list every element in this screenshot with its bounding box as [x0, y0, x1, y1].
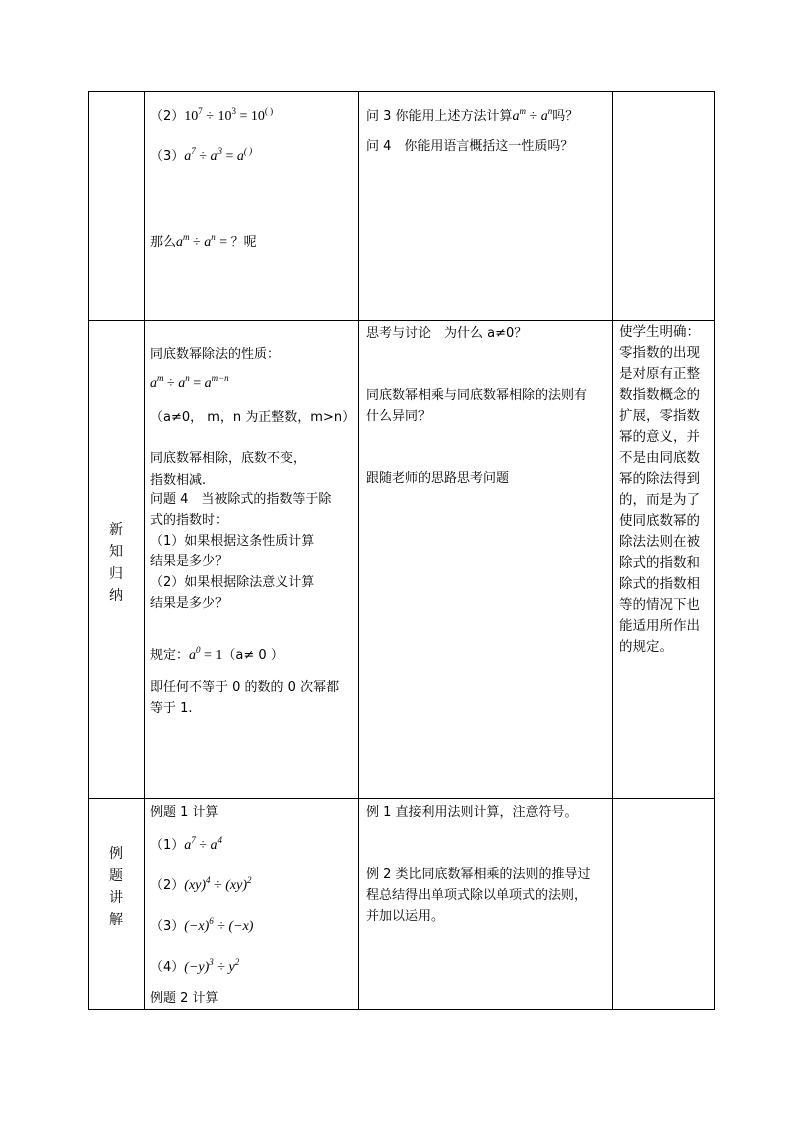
- design-intent-line: 幂的意义，并: [619, 429, 700, 445]
- design-intent-line: 数指数概念的: [619, 387, 700, 403]
- design-intent-line: 除法法则在被: [619, 534, 700, 550]
- example-item-3: $(3)(-x)^6 \div (-x)$: [150, 916, 254, 934]
- rule-line-1: 同底数幂相除，底数不变，: [150, 451, 307, 466]
- label-char: 知: [109, 544, 123, 560]
- table-border-bottom: [88, 1009, 715, 1010]
- rule-prefix: 规定：: [150, 648, 190, 663]
- col-divider-3: [612, 91, 613, 1010]
- property-title: 同底数幂除法的性质：: [150, 347, 281, 362]
- example-1-title: 例题 1 计算: [150, 805, 219, 820]
- example-2-note-line-3: 并加以运用。: [366, 909, 445, 924]
- follow-teacher: 跟随老师的思路思考问题: [366, 471, 510, 486]
- sub-question-1-line-2: 结果是多少？: [150, 554, 229, 569]
- property-formula: $a^m \div a^n = a^{m-n}$: [150, 373, 229, 391]
- row-label-new-knowledge: [102, 519, 130, 607]
- design-intent-line: 能适用所作出: [619, 618, 700, 634]
- question-4-line-2: 式的指数时：: [150, 513, 229, 528]
- question-3-suffix: 吗？: [552, 109, 579, 124]
- label-char: 新: [109, 522, 123, 538]
- rule-line-2: 指数相减.: [150, 473, 207, 488]
- row-divider-1: [88, 320, 715, 321]
- label-char: 纳: [109, 588, 123, 604]
- design-intent-line: 扩展，零指数: [619, 408, 700, 424]
- design-intent-line: 零指数的出现: [619, 345, 700, 361]
- design-intent-line: 使学生明确：: [619, 324, 700, 340]
- zero-exponent-rule: 规定：$a^0 = 1(a\ne 0$ ）: [150, 645, 284, 663]
- design-intent-line: 不是由同底数: [619, 450, 700, 466]
- col-divider-1: [144, 91, 145, 1010]
- explain-line-1: 即任何不等于 0 的数的 0 次幂都: [150, 680, 340, 695]
- item-3-prefix: （3）: [150, 149, 185, 164]
- question-4-line-1: 问题 4 当被除式的指数等于除: [150, 492, 332, 507]
- col-divider-2: [358, 91, 359, 1010]
- example-2-note-line-1: 例 2 类比同底数幂相乘的法则的推导过: [366, 867, 591, 882]
- sub-question-2-line-2: 结果是多少？: [150, 596, 229, 611]
- label-char: 讲: [109, 890, 123, 906]
- example-item-3-prefix: （3）: [150, 919, 185, 934]
- example-2-title: 例题 2 计算: [150, 991, 219, 1006]
- design-intent: [619, 322, 711, 658]
- design-intent-line: 的，而是为了: [619, 492, 700, 508]
- rule-suffix: （a≠ 0 ）: [222, 648, 284, 663]
- design-intent-line: 的规定。: [619, 639, 673, 655]
- example-1-note: 例 1 直接利用法则计算，注意符号。: [366, 805, 578, 820]
- example-item-4-prefix: （4）: [150, 960, 185, 975]
- design-intent-line: 除式的指数和: [619, 555, 700, 571]
- example-item-4: $(4)(-y)^3 \div y^2$: [150, 957, 240, 975]
- question-3: 问 3 你能用上述方法计算$a^m \div a^n$吗？: [366, 106, 579, 124]
- sub-question-1-line-1: （1）如果根据这条性质计算: [150, 534, 315, 549]
- example-2-note-line-2: 程总结得出单项式除以单项式的法则，: [366, 888, 588, 903]
- table-border-right: [714, 91, 715, 1010]
- design-intent-line: 幂的除法得到: [619, 471, 700, 487]
- compare-line-2: 什么异同？: [366, 409, 432, 424]
- sub-question-2-line-1: （2）如果根据除法意义计算: [150, 575, 315, 590]
- question-3-prefix: 问 3 你能用上述方法计算: [366, 109, 513, 124]
- example-item-1-prefix: （1）: [150, 838, 185, 853]
- design-intent-line: 使同底数幂的: [619, 513, 700, 529]
- label-char: 例: [109, 846, 123, 862]
- then-question: 那么$a^m \div a^n$ = ？呢: [150, 232, 257, 250]
- design-intent-line: 是对原有正整: [619, 366, 700, 382]
- lesson-table: [88, 91, 715, 1010]
- then-prefix: 那么: [150, 235, 177, 250]
- item-3: $(3)a^7 \div a^3 = a^{( )}$: [150, 146, 253, 164]
- table-border-left: [88, 91, 89, 1010]
- label-char: 解: [109, 912, 123, 928]
- then-suffix: ？呢: [230, 235, 257, 250]
- explain-line-2: 等于 1.: [150, 701, 193, 716]
- item-2-prefix: （2）: [150, 109, 185, 124]
- label-char: 归: [109, 566, 123, 582]
- design-intent-line: 等的情况下也: [619, 597, 700, 613]
- example-item-1: $(1)a^7 \div a^4$: [150, 835, 222, 853]
- compare-line-1: 同底数幂相乘与同底数幂相除的法则有: [366, 388, 588, 403]
- table-border-top: [88, 91, 715, 92]
- example-item-2-prefix: （2）: [150, 878, 185, 893]
- property-condition: （a≠0， m，n 为正整数，m>n）: [150, 410, 356, 425]
- design-intent-line: 除式的指数相: [619, 576, 700, 592]
- item-2: $(2)10^7 \div 10^3 = 10^{( )}$: [150, 106, 274, 124]
- think-discuss: 思考与讨论 为什么 a≠0？: [366, 326, 528, 341]
- row-label-examples: [102, 843, 130, 931]
- row-divider-2: [88, 798, 715, 799]
- example-item-2: （2）(xy)$^4$ ÷ (xy)$^2$: [150, 875, 252, 893]
- question-4: 问 4 你能用语言概括这一性质吗？: [366, 139, 574, 154]
- label-char: 题: [109, 868, 123, 884]
